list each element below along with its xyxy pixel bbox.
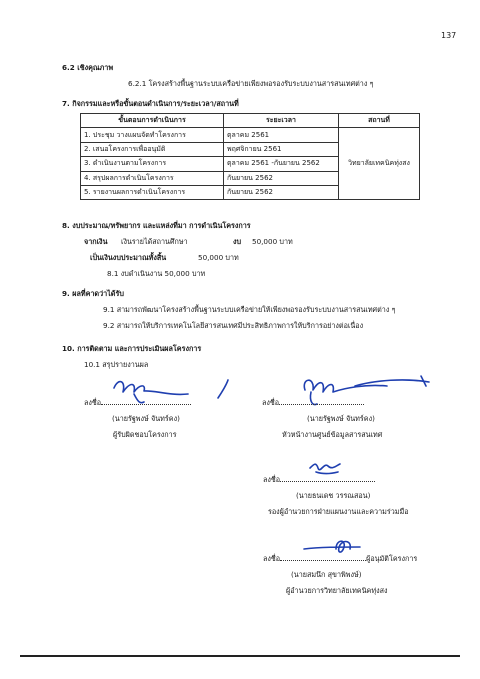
page-number: 137 <box>441 31 457 40</box>
budget-source-value: เงินรายได้สถานศึกษา <box>121 237 188 246</box>
signature-bottom-line <box>263 554 417 563</box>
budget-value: 50,000 บาท <box>252 237 293 246</box>
expected-result-item: 9.2 สามารถให้บริการเทคโนโลยีสารสนเทศมีประสิทธิภาพการให้บริการอย่างต่อเนื่อง <box>103 321 364 330</box>
table-cell-period: ตุลาคม 2561 <box>224 128 339 142</box>
signer-middle-position: รองผู้อำนวยการฝ่ายแผนงานและความร่วมมือ <box>268 507 409 516</box>
expected-result-item: 9.1 สามารถพัฒนาโครงสร้างพื้นฐานระบบเครือข่ายให้เพียงพอรองรับระบบงานสารสนเทศต่าง ๆ <box>103 305 396 314</box>
budget-source-label: จากเงิน <box>84 237 108 246</box>
signer-left-position: ผู้รับผิดชอบโครงการ <box>113 430 177 439</box>
activity-table <box>80 113 420 200</box>
approve-suffix: ผู้อนุมัติโครงการ <box>366 554 418 563</box>
section-6-item: 6.2.1 โครงสร้างพื้นฐานระบบเครือข่ายเพียงพอรองรับระบบงานสารสนเทศต่าง ๆ <box>128 79 374 88</box>
budget-total-value: 50,000 บาท <box>198 253 239 262</box>
sign-label: ลงชื่อ <box>262 398 280 407</box>
signature-right-line <box>262 398 364 407</box>
signature-middle-line <box>263 475 375 484</box>
table-cell-step: 2. เสนอโครงการเพื่ออนุมัติ <box>81 142 224 156</box>
table-cell-period: กันยายน 2562 <box>224 171 339 185</box>
section-7-heading: 7. กิจกรรมและหรือขั้นตอนดำเนินการ/ระยะเวลา/สถานที่ <box>62 99 239 108</box>
page-bottom-rule <box>20 655 460 657</box>
table-cell-location: วิทยาลัยเทคนิคทุ่งสง <box>339 128 420 200</box>
signer-bottom-name: (นายสมนึก สุขาพิพงษ์) <box>291 570 362 579</box>
table-cell-step: 3. ดำเนินงานตามโครงการ <box>81 157 224 171</box>
table-cell-step: 5. รายงานผลการดำเนินโครงการ <box>81 185 224 199</box>
table-cell-step: 4. สรุปผลการดำเนินโครงการ <box>81 171 224 185</box>
signature-left-line <box>84 398 191 407</box>
section-10-item: 10.1 สรุปรายงานผล <box>84 360 149 369</box>
budget-label: งบ <box>233 237 242 246</box>
signer-right-position: หัวหน้างานศูนย์ข้อมูลสารสนเทศ <box>282 430 383 439</box>
budget-sub-item: 8.1 งบดำเนินงาน 50,000 บาท <box>107 269 206 278</box>
sign-label: ลงชื่อ <box>263 475 281 484</box>
section-10-heading: 10. การติดตาม และการประเมินผลโครงการ <box>62 344 202 353</box>
table-header-period: ระยะเวลา <box>224 114 339 128</box>
table-cell-period: กันยายน 2562 <box>224 185 339 199</box>
signer-left-name: (นายรัฐพงษ์ จันทร์คง) <box>112 414 180 423</box>
section-6-heading: 6.2 เชิงคุณภาพ <box>62 63 114 72</box>
section-8-heading: 8. งบประมาณ/ทรัพยากร และแหล่งที่มา การดำเนินโครงการ <box>62 221 251 230</box>
signer-right-name: (นายรัฐพงษ์ จันทร์คง) <box>307 414 375 423</box>
signer-bottom-position: ผู้อำนวยการวิทยาลัยเทคนิคทุ่งสง <box>286 586 388 595</box>
table-header-step: ขั้นตอนการดำเนินการ <box>81 114 224 128</box>
table-header-row <box>81 114 420 128</box>
table-cell-step: 1. ประชุม วางแผนจัดทำโครงการ <box>81 128 224 142</box>
table-row <box>81 128 420 142</box>
table-cell-period: ตุลาคม 2561 -กันยายน 2562 <box>224 157 339 171</box>
table-cell-period: พฤศจิกายน 2561 <box>224 142 339 156</box>
table-header-location: สถานที่ <box>339 114 420 128</box>
budget-total-label: เป็นเงินงบประมาณทั้งสิ้น <box>90 253 167 262</box>
section-9-heading: 9. ผลที่คาดว่าได้รับ <box>62 289 124 298</box>
sign-label: ลงชื่อ <box>263 554 281 563</box>
signer-middle-name: (นายธนเดช วรรณสอน) <box>296 491 371 500</box>
sign-label: ลงชื่อ <box>84 398 102 407</box>
